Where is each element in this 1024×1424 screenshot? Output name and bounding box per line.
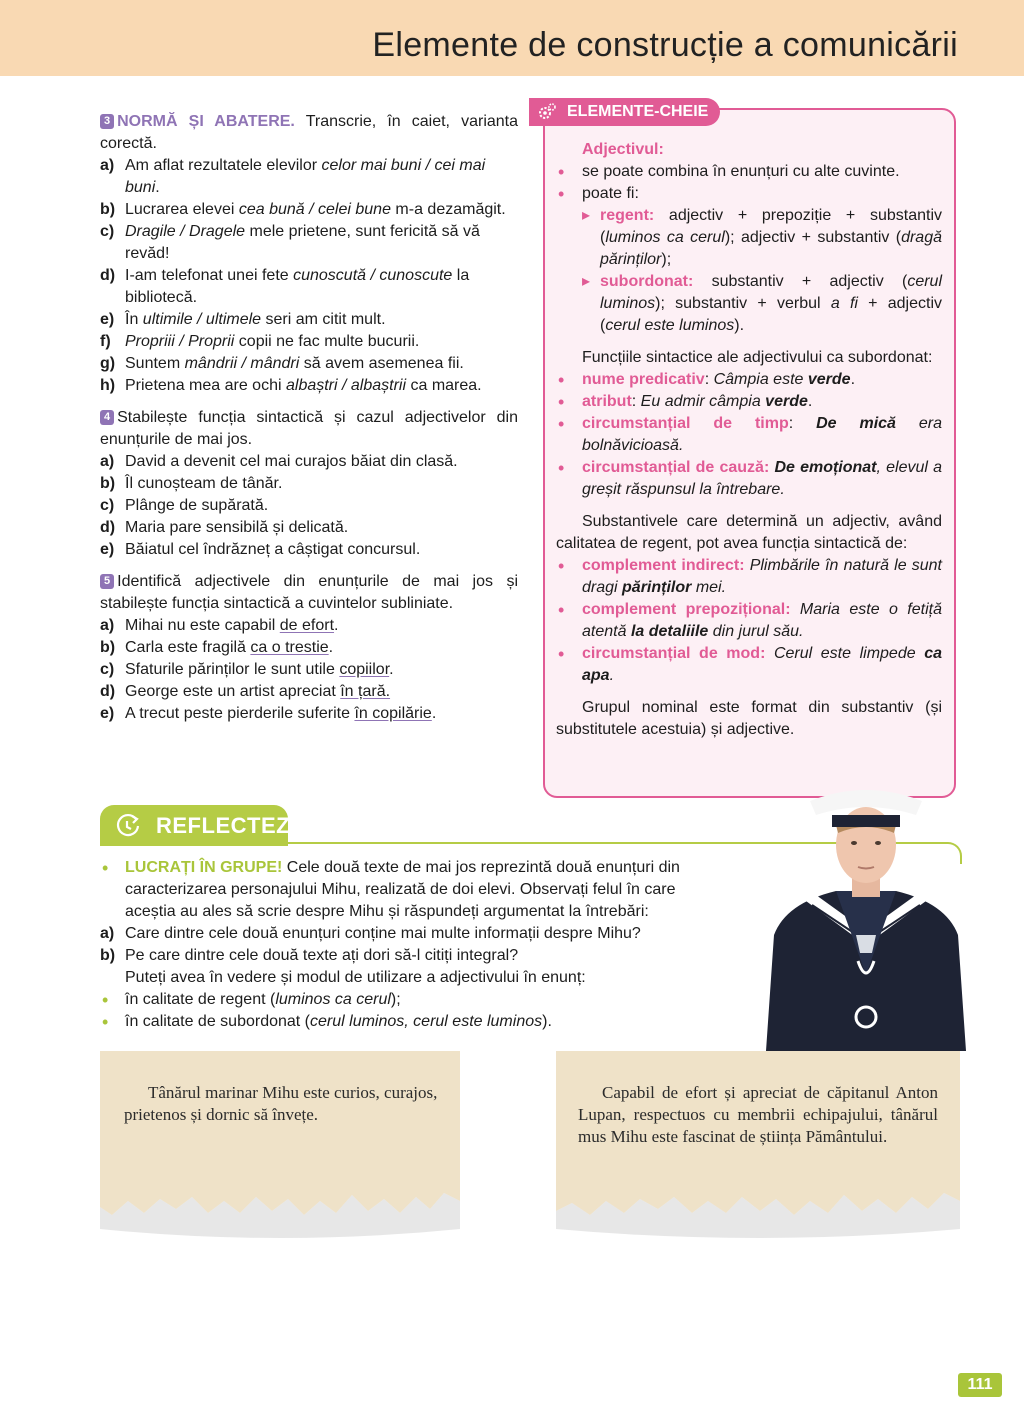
text: ); (661, 251, 672, 268)
example: . (609, 667, 615, 684)
list-item (582, 205, 942, 271)
item-letter: a) (100, 453, 115, 470)
item-letter: g) (100, 355, 116, 372)
question-text: Pe care dintre cele două texte ați dori să-l citiți integral? (125, 947, 519, 964)
regent-functions-list (556, 555, 942, 687)
item-letter: b) (100, 947, 116, 964)
item-text: . (334, 617, 339, 634)
reflect-hint-list (100, 989, 725, 1033)
example: cerul luminos, cerul este luminos (310, 1013, 543, 1030)
underlined-word: în copilărie (354, 705, 432, 722)
reflect-icon (114, 813, 142, 839)
item-variants: Dragile / Dragele (125, 223, 246, 240)
adjective-types (582, 205, 942, 337)
reflect-body (100, 857, 725, 1033)
exercise-number-badge: 3 (100, 114, 114, 129)
example: Câmpia este (713, 371, 808, 388)
item-text: ca marea. (406, 377, 482, 394)
reflect-tab (100, 805, 291, 846)
underlined-word: de efort (279, 617, 335, 634)
item-letter: b) (100, 639, 116, 656)
example-highlight: părinților (622, 579, 692, 596)
exercise-3 (100, 111, 518, 397)
term-label: complement indirect: (582, 557, 745, 574)
list-item (100, 703, 518, 725)
list-item (100, 155, 518, 199)
item-text: să avem asemenea fii. (299, 355, 464, 372)
term-label: circumstanțial de timp (582, 415, 789, 432)
item-text: A trecut peste pierderile suferite (125, 705, 355, 722)
list-item (100, 221, 518, 265)
exercise-3-instruction: Transcrie, în caiet, varianta corectă. (100, 113, 519, 152)
reflect-lead (100, 857, 725, 923)
lead-text: Cele două texte de mai jos reprezintă două enunțuri din caracterizarea personajului Mihu, realizată de doi elevi. Observați felul în care aceștia au ales să scrie despre Mihu și răspundeți argumentat la întrebări: (125, 859, 680, 920)
example: cerul luminos (600, 273, 942, 312)
item-text: mele prietene, sunt fericită să vă revăd! (125, 223, 480, 262)
item-text: În (125, 311, 143, 328)
item-text: . (431, 705, 437, 722)
item-text: Băiatul cel îndrăzneț a câștigat concursul. (125, 541, 421, 558)
item-letter: f) (100, 333, 111, 350)
example: Plimbările în natură le sunt dragi (582, 557, 942, 596)
item-text: Sfaturile părinților le sunt utile (125, 661, 340, 678)
closing-note: Grupul nominal este format din substantiv (și substitutele acestuia) și adjective. (556, 699, 942, 738)
reflect-title: REFLECTEZ (156, 813, 291, 838)
box-heading: Adjectivul: (582, 141, 664, 158)
item-variants: cea bună / celei bune (238, 201, 391, 218)
key-elements-content (556, 139, 942, 741)
item-variants: albaștri / albaștrii (285, 377, 407, 394)
paper-note-left-text: Tânărul marinar Mihu este curios, curajos, prietenos și dornic să învețe. (124, 1083, 438, 1124)
text: . (850, 371, 856, 388)
regent-intro: Substantivele care determină un adjectiv, având calitatea de regent, pot avea funcția sintactică de: (556, 513, 942, 552)
list-item (556, 555, 942, 599)
functions-intro: Funcțiile sintactice ale adjectivului ca subordonat: (582, 349, 933, 366)
list-item (100, 857, 725, 923)
list-item (100, 1011, 725, 1033)
exercise-5-header (100, 571, 518, 615)
list-item (556, 413, 942, 457)
term-label: regent: (600, 207, 655, 224)
functions-list (556, 369, 942, 501)
text: . (807, 393, 813, 410)
term-label: circumstanțial de cauză: (582, 459, 770, 476)
item-text: I-am telefonat unei fete (125, 267, 294, 284)
exercise-5 (100, 571, 518, 725)
list-item (100, 375, 518, 397)
example: din jurul său. (708, 623, 804, 640)
exercise-4-header (100, 407, 518, 451)
reflect-questions (100, 923, 725, 967)
list-item (100, 989, 725, 1011)
item-letter: e) (100, 705, 115, 722)
exercise-number-badge: 4 (100, 410, 114, 425)
list-item (556, 599, 942, 643)
item-variants: mândrii / mândri (184, 355, 300, 372)
item-variants: Propriii / Proprii (125, 333, 235, 350)
list-item (100, 331, 518, 353)
item-letter: c) (100, 661, 115, 678)
item-letter: b) (100, 475, 116, 492)
text: : (704, 371, 714, 388)
list-item (556, 391, 942, 413)
key-elements-label: ELEMENTE-CHEIE (567, 103, 709, 120)
list-item (556, 183, 942, 337)
item-text: . (389, 661, 394, 678)
item-text: David a devenit cel mai curajos băiat din clasă. (125, 453, 458, 470)
item-text: la bibliotecă. (125, 267, 470, 306)
list-item (556, 369, 942, 391)
exercise-3-title: NORMĂ ȘI ABATERE. (117, 113, 295, 130)
item-letter: d) (100, 267, 116, 284)
item-variants: celor mai buni / cei mai buni (125, 157, 486, 196)
lead-label: LUCRAȚI ÎN GRUPE! (125, 859, 283, 876)
text: ). (734, 317, 745, 334)
item-text: Carla este fragilă (125, 639, 251, 656)
text: în calitate de subordonat ( (125, 1013, 311, 1030)
item-letter: d) (100, 519, 116, 536)
item-text: Prietena mea are ochi (125, 377, 286, 394)
term-label: complement prepozițional: (582, 601, 791, 618)
example: cerul este luminos (605, 317, 735, 334)
underlined-word: în țară. (340, 683, 391, 700)
text: ); substantiv + verbul (655, 295, 831, 312)
exercise-5-instruction: Identifică adjectivele din enunțurile de mai jos și stabilește funcția sintactică a cuvintelor subliniate. (100, 573, 518, 612)
list-item (100, 945, 725, 967)
item-variants: cunoscută / cunoscute (293, 267, 453, 284)
example-highlight: verde (765, 393, 808, 410)
text: substantiv + adjectiv ( (693, 273, 908, 290)
list-item (100, 539, 518, 561)
example: Maria este o fetiță atentă (582, 601, 942, 640)
item-letter: e) (100, 541, 115, 558)
exercises-column (100, 111, 518, 735)
list-item (556, 643, 942, 687)
bullet-text: se poate combina în enunțuri cu alte cuvinte. (582, 163, 900, 180)
list-item (100, 199, 518, 221)
item-text: Mihai nu este capabil (125, 617, 280, 634)
item-text: Îl cunoșteam de tânăr. (125, 475, 283, 492)
example: mei. (691, 579, 727, 596)
example-highlight: la detaliile (630, 623, 709, 640)
example: luminos ca cerul (605, 229, 725, 246)
bullet-text: poate fi: (582, 185, 639, 202)
list-item (100, 681, 518, 703)
item-text: Lucrarea elevei (125, 201, 239, 218)
list-item (100, 637, 518, 659)
list-item (556, 161, 942, 183)
item-text: Am aflat rezultatele elevilor (125, 157, 322, 174)
example-highlight: De emoționat (769, 459, 877, 476)
item-variants: ultimile / ultimele (142, 311, 262, 328)
exercise-4-items (100, 451, 518, 561)
reflect-hint: Puteți avea în vedere și modul de utilizare a adjectivului în enunț: (125, 969, 586, 986)
paper-note-right-text: Capabil de efort și apreciat de căpitanul Anton Lupan, respectuos cu membrii echipajului, tânărul mus Mihu este fascinat de știința Pământului. (578, 1083, 938, 1146)
list-item (100, 451, 518, 473)
item-text: . (155, 179, 160, 196)
term-label: circumstanțial de mod: (582, 645, 766, 662)
list-item (582, 271, 942, 337)
example: era bolnăvicioasă. (582, 415, 943, 454)
underlined-word: ca o trestie (250, 639, 329, 656)
text: : (788, 415, 817, 432)
example-highlight: verde (807, 371, 851, 388)
term-label: nume predicativ (582, 371, 705, 388)
text: + adjectiv ( (600, 295, 943, 334)
exercise-5-items (100, 615, 518, 725)
text: în calitate de regent ( (125, 991, 276, 1008)
list-item (100, 659, 518, 681)
exercise-number-badge: 5 (100, 574, 114, 589)
list-item (100, 265, 518, 309)
exercise-4 (100, 407, 518, 561)
gears-icon (537, 102, 557, 122)
exercise-3-header (100, 111, 518, 155)
list-item (100, 309, 518, 331)
example: luminos ca cerul (275, 991, 391, 1008)
item-letter: c) (100, 497, 115, 514)
example: dragă părinților (600, 229, 942, 268)
text: : (631, 393, 641, 410)
list-item (100, 495, 518, 517)
item-letter: a) (100, 617, 115, 634)
item-text: . (328, 639, 334, 656)
adjective-bullets (556, 161, 942, 337)
item-text: seri am citit mult. (261, 311, 386, 328)
item-text: George este un artist apreciat (125, 683, 341, 700)
key-elements-tab (529, 98, 720, 126)
page-header (0, 0, 1024, 76)
text: ); adjectiv + substantiv ( (724, 229, 902, 246)
example: Cerul este limpede (765, 645, 925, 662)
exercise-4-instruction: Stabilește funcția sintactică și cazul adjectivelor din enunțurile de mai jos. (100, 409, 518, 448)
item-letter: d) (100, 683, 116, 700)
underlined-word: copiilor (339, 661, 390, 678)
example: a fi (830, 295, 858, 312)
term-label: atribut (582, 393, 632, 410)
text: adjectiv + prepoziție + substantiv ( (600, 207, 942, 246)
list-item (100, 517, 518, 539)
example-highlight: De mică (816, 415, 896, 432)
question-text: Care dintre cele două enunțuri conține mai multe informații despre Mihu? (125, 925, 641, 942)
page-number: 111 (958, 1373, 1002, 1397)
item-text: Plânge de supărată. (125, 497, 269, 514)
text: ); (390, 991, 401, 1008)
item-text: m-a dezamăgit. (390, 201, 506, 218)
page-title: Elemente de construcție a comunicării (372, 26, 958, 64)
example-highlight: ca apa (582, 645, 942, 684)
list-item (100, 473, 518, 495)
list-item (100, 615, 518, 637)
item-text: Maria pare sensibilă și delicată. (125, 519, 349, 536)
item-letter: h) (100, 377, 116, 394)
text: ). (542, 1013, 552, 1030)
item-letter: a) (100, 925, 115, 942)
example: Eu admir câmpia (640, 393, 766, 410)
exercise-3-items (100, 155, 518, 397)
item-letter: b) (100, 201, 116, 218)
list-item (100, 353, 518, 375)
example: , elevul a greșit răspunsul la întrebare. (582, 459, 942, 498)
item-letter: e) (100, 311, 115, 328)
term-label: subordonat: (600, 273, 694, 290)
sailor-photo (766, 785, 966, 1051)
item-text: copii ne fac multe bucurii. (234, 333, 420, 350)
list-item (100, 923, 725, 945)
list-item (556, 457, 942, 501)
item-text: Suntem (125, 355, 185, 372)
item-letter: c) (100, 223, 115, 240)
item-letter: a) (100, 157, 115, 174)
